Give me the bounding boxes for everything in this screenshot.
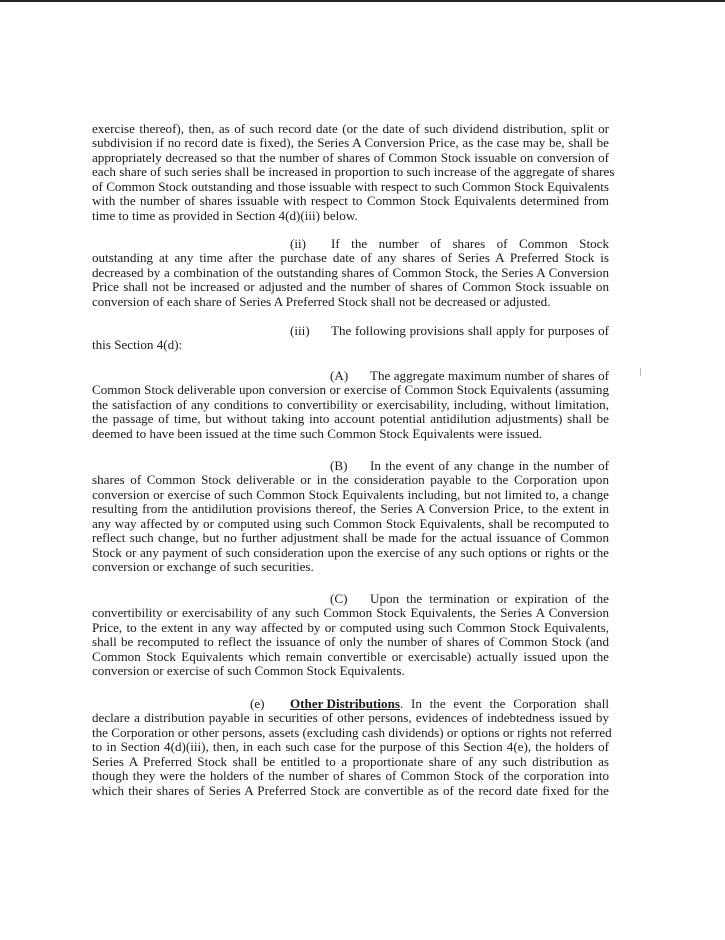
paragraph-line: shares of Common Stock deliverable or in the consideration payable to the Corporation upon	[92, 472, 609, 488]
scan-artifact	[640, 368, 641, 376]
paragraph-line: with the number of shares issuable with respect to Common Stock Equivalents determined from	[92, 193, 609, 209]
paragraph-first-line	[92, 237, 609, 251]
paragraph-line: Series A Preferred Stock shall be entitled to a proportionate share of any such distribution as	[92, 753, 609, 769]
paragraph-line: each share of such series shall be increased in proportion to such increase of the aggregate of shares	[92, 164, 615, 180]
paragraph-line: Stock or any payment of such consideration upon the exercise of any such options or rights or the	[92, 544, 609, 560]
paragraph-line: of Common Stock outstanding and those issuable with respect to such Common Stock Equivalents	[92, 178, 609, 194]
line-text: . In the event the Corporation shall	[399, 696, 609, 711]
section-marker: (e)	[250, 696, 265, 711]
paragraph-A	[92, 369, 609, 441]
section-marker: (B)	[330, 458, 348, 473]
paragraph-line: reflect such change, but no further adjustment shall be made for the actual issuance of Common	[92, 530, 609, 546]
paragraph-line: convertibility or exercisability of any such Common Stock Equivalents, the Series A Conversion	[92, 605, 609, 621]
line-text: If the number of shares of Common Stock	[331, 236, 609, 251]
paragraph-first-line	[92, 697, 609, 711]
paragraph-line: decreased by a combination of the outstanding shares of Common Stock, the Series A Conversion	[92, 264, 609, 280]
paragraph-ii	[92, 237, 609, 309]
paragraph-first-line	[92, 459, 609, 473]
paragraph-line: Common Stock deliverable upon conversion or exercise of Common Stock Equivalents (assuming	[92, 382, 609, 398]
section-marker: (A)	[330, 368, 349, 383]
paragraph-line: to in Section 4(d)(iii), then, in each such case for the purpose of this Section 4(e), the holders of	[92, 739, 609, 755]
paragraph-line: deemed to have been issued at the time such Common Stock Equivalents were issued.	[92, 425, 543, 441]
paragraph-line: resulting from the antidilution provisions thereof, the Series A Conversion Price, to the extent in	[92, 501, 609, 517]
paragraph-line: which their shares of Series A Preferred Stock are convertible as of the record date fixed for the	[92, 782, 609, 798]
document-page	[0, 2, 725, 940]
paragraph-line: the Corporation or other persons, assets (excluding cash dividends) or options or rights not referred	[92, 724, 612, 740]
paragraph-line: outstanding at any time after the purchase date of any shares of Series A Preferred Stock is	[92, 250, 609, 266]
paragraph-line: Common Stock Equivalents which remain convertible or exercisable) actually issued upon the	[92, 648, 609, 664]
paragraph-line: the passage of time, but without taking into account potential antidilution adjustments) shall be	[92, 411, 609, 427]
line-text: The aggregate maximum number of shares of	[370, 368, 609, 383]
section-marker: (ii)	[290, 236, 306, 251]
paragraph-line: declare a distribution payable in securities of other persons, evidences of indebtedness issued by	[92, 710, 609, 726]
heading-line	[290, 697, 609, 711]
paragraph-line: Price, to the extent in any way affected by or computed using such Common Stock Equivalents,	[92, 619, 609, 635]
paragraph-iii	[92, 324, 609, 353]
line-text: Upon the termination or expiration of the	[370, 591, 609, 606]
paragraph-B	[92, 459, 609, 575]
paragraph-line: the satisfaction of any conditions to convertibility or exercisability, including, without limitation,	[92, 396, 609, 412]
paragraph-e	[92, 696, 612, 798]
paragraph-line: time to time as provided in Section 4(d)(iii) below.	[92, 207, 358, 223]
section-heading: Other Distributions	[290, 696, 400, 711]
paragraph-line: conversion of each share of Series A Preferred Stock shall not be decreased or adjusted.	[92, 293, 551, 309]
paragraph-first-line	[92, 369, 609, 383]
paragraph-line: though they were the holders of the number of shares of Common Stock of the corporation into	[92, 768, 609, 784]
paragraph-C	[92, 592, 609, 679]
paragraph-line: appropriately decreased so that the number of shares of Common Stock issuable on conversion of	[92, 149, 609, 165]
paragraph-line: subdivision if no record date is fixed), the Series A Conversion Price, as the case may be, shall be	[92, 135, 609, 151]
paragraph-line: conversion or exercise of such Common Stock Equivalents.	[92, 663, 405, 679]
paragraph-line: conversion or exchange of such securities.	[92, 559, 314, 575]
paragraph-first-line	[92, 592, 609, 606]
paragraph-line: Price shall not be increased or adjusted and the number of shares of Common Stock issuable on	[92, 279, 609, 295]
paragraph-line: this Section 4(d):	[92, 337, 183, 353]
paragraph-line: any way affected by or computed using such Common Stock Equivalents, shall be recomputed to	[92, 515, 609, 531]
section-marker: (C)	[330, 591, 348, 606]
paragraph-continuation	[92, 121, 615, 223]
line-text: In the event of any change in the number of	[370, 458, 609, 473]
paragraph-first-line	[92, 324, 609, 338]
line-text: The following provisions shall apply for purposes of	[331, 323, 609, 338]
paragraph-line: shall be recomputed to reflect the issuance of only the number of shares of Common Stock (and	[92, 634, 609, 650]
section-marker: (iii)	[290, 323, 310, 338]
paragraph-line: exercise thereof), then, as of such record date (or the date of such dividend distribution, split or	[92, 121, 609, 136]
paragraph-line: conversion or exercise of such Common Stock Equivalents including, but not limited to, a change	[92, 486, 609, 502]
